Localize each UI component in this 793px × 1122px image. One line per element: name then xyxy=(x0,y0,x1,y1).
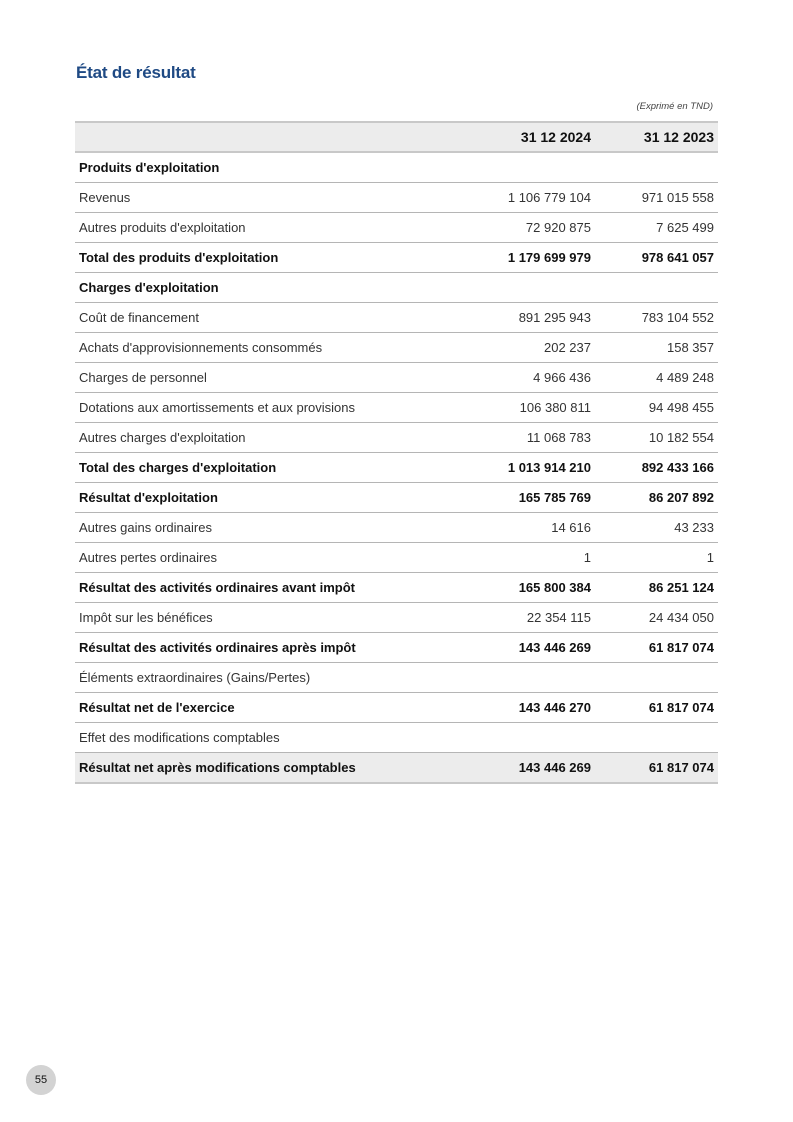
value-2023: 1 xyxy=(595,543,718,573)
row-label: Autres charges d'exploitation xyxy=(75,423,475,453)
table-row xyxy=(75,363,718,393)
table-row xyxy=(75,453,718,483)
value-2024: 4 966 436 xyxy=(475,363,595,393)
page-title: État de résultat xyxy=(76,63,196,82)
value-2024 xyxy=(475,723,595,753)
table-row xyxy=(75,693,718,723)
row-label: Produits d'exploitation xyxy=(75,152,475,183)
value-2024: 14 616 xyxy=(475,513,595,543)
row-label: Total des produits d'exploitation xyxy=(75,243,475,273)
value-2024: 11 068 783 xyxy=(475,423,595,453)
header-2023: 31 12 2023 xyxy=(595,122,718,152)
row-label: Impôt sur les bénéfices xyxy=(75,603,475,633)
row-label: Achats d'approvisionnements consommés xyxy=(75,333,475,363)
table-row xyxy=(75,663,718,693)
value-2023 xyxy=(595,723,718,753)
value-2024: 143 446 269 xyxy=(475,633,595,663)
table-row xyxy=(75,393,718,423)
value-2024 xyxy=(475,663,595,693)
table-row xyxy=(75,213,718,243)
value-2023: 892 433 166 xyxy=(595,453,718,483)
table-row xyxy=(75,273,718,303)
row-label: Résultat net après modifications comptables xyxy=(75,753,475,784)
row-label: Charges de personnel xyxy=(75,363,475,393)
row-label: Éléments extraordinaires (Gains/Pertes) xyxy=(75,663,475,693)
table-row xyxy=(75,513,718,543)
value-2023: 86 251 124 xyxy=(595,573,718,603)
value-2023: 94 498 455 xyxy=(595,393,718,423)
table-row xyxy=(75,423,718,453)
value-2024: 1 106 779 104 xyxy=(475,183,595,213)
table-row xyxy=(75,152,718,183)
currency-note: (Exprimé en TND) xyxy=(636,101,713,112)
table-row xyxy=(75,753,718,784)
value-2024: 1 179 699 979 xyxy=(475,243,595,273)
row-label: Total des charges d'exploitation xyxy=(75,453,475,483)
table-row xyxy=(75,333,718,363)
income-statement-table xyxy=(75,121,718,784)
row-label: Autres pertes ordinaires xyxy=(75,543,475,573)
value-2024 xyxy=(475,273,595,303)
value-2024: 106 380 811 xyxy=(475,393,595,423)
row-label: Effet des modifications comptables xyxy=(75,723,475,753)
table-row xyxy=(75,603,718,633)
header-label-column xyxy=(75,122,475,152)
value-2024: 165 785 769 xyxy=(475,483,595,513)
value-2023: 10 182 554 xyxy=(595,423,718,453)
table-row xyxy=(75,243,718,273)
value-2024: 202 237 xyxy=(475,333,595,363)
value-2024: 72 920 875 xyxy=(475,213,595,243)
value-2024: 1 013 914 210 xyxy=(475,453,595,483)
table-row xyxy=(75,183,718,213)
value-2023: 61 817 074 xyxy=(595,633,718,663)
value-2023: 158 357 xyxy=(595,333,718,363)
page-number-badge: 55 xyxy=(26,1065,56,1095)
row-label: Résultat des activités ordinaires avant impôt xyxy=(75,573,475,603)
value-2023: 86 207 892 xyxy=(595,483,718,513)
value-2023: 61 817 074 xyxy=(595,753,718,784)
table-header-row xyxy=(75,122,718,152)
value-2024: 22 354 115 xyxy=(475,603,595,633)
table-row xyxy=(75,303,718,333)
header-2024: 31 12 2024 xyxy=(475,122,595,152)
row-label: Revenus xyxy=(75,183,475,213)
row-label: Autres gains ordinaires xyxy=(75,513,475,543)
table-row xyxy=(75,573,718,603)
value-2023: 971 015 558 xyxy=(595,183,718,213)
value-2023: 61 817 074 xyxy=(595,693,718,723)
table-row xyxy=(75,483,718,513)
value-2023: 43 233 xyxy=(595,513,718,543)
value-2024 xyxy=(475,152,595,183)
value-2023 xyxy=(595,152,718,183)
value-2023: 783 104 552 xyxy=(595,303,718,333)
value-2023 xyxy=(595,273,718,303)
row-label: Autres produits d'exploitation xyxy=(75,213,475,243)
table-row xyxy=(75,723,718,753)
value-2024: 143 446 270 xyxy=(475,693,595,723)
value-2024: 143 446 269 xyxy=(475,753,595,784)
value-2024: 891 295 943 xyxy=(475,303,595,333)
value-2023 xyxy=(595,663,718,693)
row-label: Résultat d'exploitation xyxy=(75,483,475,513)
value-2023: 4 489 248 xyxy=(595,363,718,393)
row-label: Résultat des activités ordinaires après impôt xyxy=(75,633,475,663)
table-row xyxy=(75,633,718,663)
value-2024: 165 800 384 xyxy=(475,573,595,603)
row-label: Dotations aux amortissements et aux provisions xyxy=(75,393,475,423)
table-row xyxy=(75,543,718,573)
value-2023: 7 625 499 xyxy=(595,213,718,243)
value-2024: 1 xyxy=(475,543,595,573)
row-label: Charges d'exploitation xyxy=(75,273,475,303)
row-label: Résultat net de l'exercice xyxy=(75,693,475,723)
value-2023: 978 641 057 xyxy=(595,243,718,273)
value-2023: 24 434 050 xyxy=(595,603,718,633)
row-label: Coût de financement xyxy=(75,303,475,333)
